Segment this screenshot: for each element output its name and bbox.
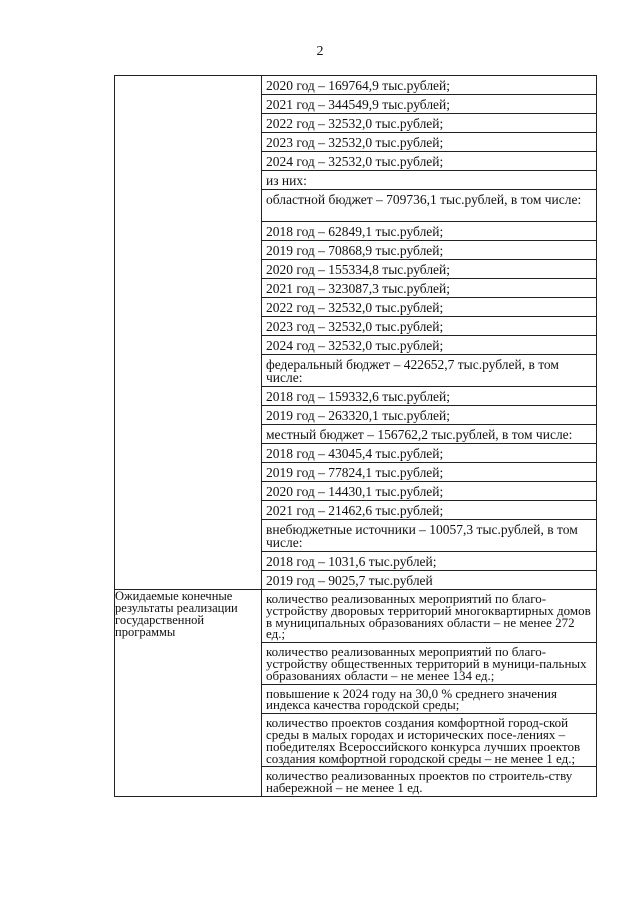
funding-line: из них: xyxy=(262,171,596,190)
funding-line: 2020 год – 14430,1 тыс.рублей; xyxy=(262,482,596,501)
funding-line: 2018 год – 62849,1 тыс.рублей; xyxy=(262,222,596,241)
funding-content-cell xyxy=(262,76,597,590)
funding-line: 2024 год – 32532,0 тыс.рублей; xyxy=(262,152,596,171)
funding-line: 2022 год – 32532,0 тыс.рублей; xyxy=(262,298,596,317)
funding-line: 2022 год – 32532,0 тыс.рублей; xyxy=(262,114,596,133)
funding-line: 2018 год – 159332,6 тыс.рублей; xyxy=(262,387,596,406)
funding-line: местный бюджет – 156762,2 тыс.рублей, в том числе: xyxy=(262,425,596,444)
funding-line: 2021 год – 323087,3 тыс.рублей; xyxy=(262,279,596,298)
funding-line: 2021 год – 21462,6 тыс.рублей; xyxy=(262,501,596,520)
result-item: количество реализованных мероприятий по благо-устройству общественных территорий в муници-пальных образованиях области – не менее 134 ед.; xyxy=(262,643,596,684)
result-item: количество проектов создания комфортной город-ской среды в малых городах и исторических посе-лениях – победителях Всероссийского конкурса лучших проектов создания комфортной городской среды – не менее 1 ед.; xyxy=(262,714,596,767)
funding-label-cell xyxy=(115,76,262,590)
funding-line: внебюджетные источники – 10057,3 тыс.рублей, в том числе: xyxy=(262,520,596,552)
funding-line: 2019 год – 70868,9 тыс.рублей; xyxy=(262,241,596,260)
page-number: 2 xyxy=(316,44,324,59)
result-item: повышение к 2024 году на 30,0 % среднего значения индекса качества городской среды; xyxy=(262,685,596,715)
result-item: количество реализованных мероприятий по благо-устройству дворовых территорий многоквартирных домов в муниципальных образованиях области – не менее 272 ед.; xyxy=(262,590,596,643)
funding-line: 2019 год – 263320,1 тыс.рублей; xyxy=(262,406,596,425)
funding-row xyxy=(115,76,597,590)
funding-line: 2020 год – 169764,9 тыс.рублей; xyxy=(262,76,596,95)
results-label: Ожидаемые конечные результаты реализации государственной программы xyxy=(115,589,238,639)
result-item: количество реализованных проектов по строитель-ству набережной – не менее 1 ед. xyxy=(266,768,573,796)
funding-line: 2019 год – 9025,7 тыс.рублей xyxy=(266,573,433,588)
funding-line: федеральный бюджет – 422652,7 тыс.рублей, в том числе: xyxy=(262,355,596,387)
funding-line: областной бюджет – 709736,1 тыс.рублей, в том числе: xyxy=(262,190,596,222)
funding-line: 2024 год – 32532,0 тыс.рублей; xyxy=(262,336,596,355)
results-content-cell xyxy=(262,590,597,797)
results-label-cell xyxy=(115,590,262,797)
funding-line: 2019 год – 77824,1 тыс.рублей; xyxy=(262,463,596,482)
funding-line: 2023 год – 32532,0 тыс.рублей; xyxy=(262,133,596,152)
funding-line: 2020 год – 155334,8 тыс.рублей; xyxy=(262,260,596,279)
funding-line: 2021 год – 344549,9 тыс.рублей; xyxy=(262,95,596,114)
funding-line: 2018 год – 43045,4 тыс.рублей; xyxy=(262,444,596,463)
program-passport-table xyxy=(114,75,597,797)
funding-line: 2023 год – 32532,0 тыс.рублей; xyxy=(262,317,596,336)
funding-line: 2018 год – 1031,6 тыс.рублей; xyxy=(262,552,596,571)
results-row xyxy=(115,590,597,797)
